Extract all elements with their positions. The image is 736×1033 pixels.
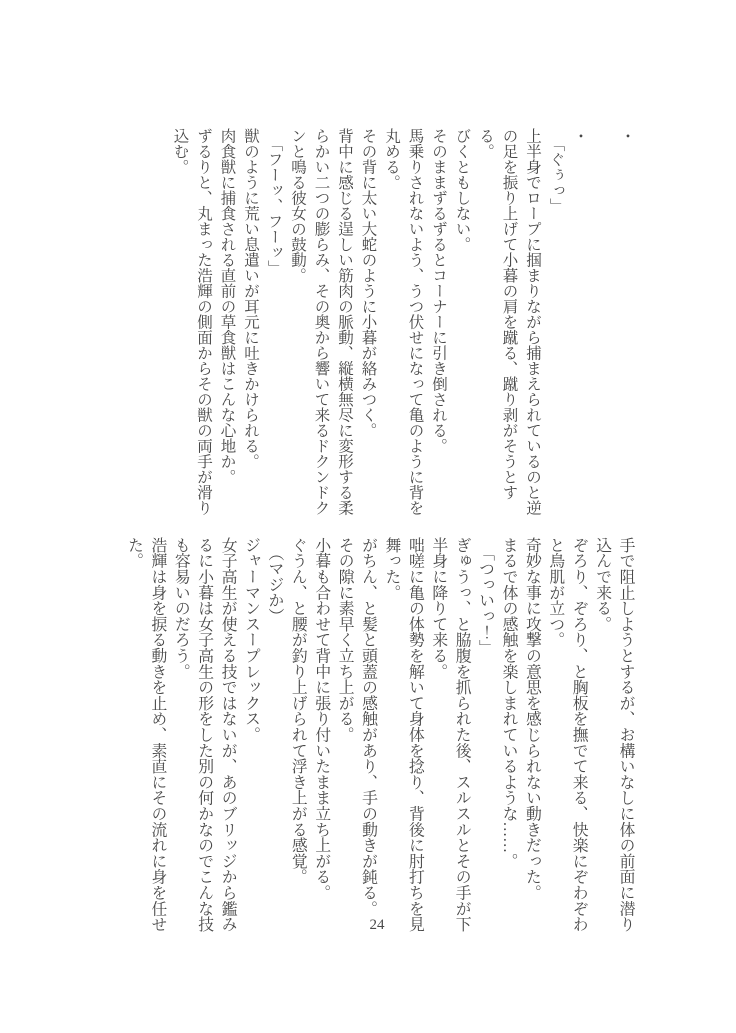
text-line: ・ <box>571 128 588 144</box>
text-line: 浩輝は身を捩る動きを止め、素直にその流れに身を任せ <box>148 537 166 932</box>
text-line: 込む。 <box>171 128 189 175</box>
text-line: 半身に降りて来る。 <box>429 537 447 680</box>
text-line: るに小暮は女子高生の形をした別の何かなのでこんな技 <box>195 537 213 932</box>
vertical-text-block-bottom <box>120 537 637 939</box>
text-line: 肉食獣に捕食される直前の草食獣はこんな心地か。 <box>218 128 236 485</box>
text-line: がちん、と髪と頭蓋の感触があり、手の動きが鈍る。 <box>359 537 377 917</box>
text-line: 丸める。 <box>383 128 400 190</box>
text-line: 手で阻止しようとするが、お構いなしに体の前面に潜り <box>617 537 634 932</box>
text-line: その背に太い大蛇のように小暮が絡みつく。 <box>359 128 377 438</box>
text-line: その隙に素早く立ち上がる。 <box>336 537 354 743</box>
text-line: びくともしない。 <box>453 128 471 252</box>
text-line: と鳥肌が立つ。 <box>546 537 564 648</box>
text-line: ぐうん、と腰が釣り上げられて浮き上がる感覚。 <box>289 537 307 885</box>
text-line: 咄嗟に亀の体勢を解いて身体を捻り、背後に肘打ちを見 <box>406 537 424 932</box>
text-line: た。 <box>125 537 143 569</box>
text-line: 獣のように荒い息遣いが耳元に吐きかけられる。 <box>242 128 259 469</box>
text-line: 女子高生が使える技ではないが、あのブリッジから鑑み <box>219 537 237 932</box>
text-line: 「ぐぅっ」 <box>547 128 565 214</box>
text-line: ぞろり、ぞろり、と胸板を撫でて来る、快楽にぞわぞわ <box>570 537 588 932</box>
text-line: 背中に感じる逞しい筋肉の脈動、縦横無尽に変形する柔 <box>336 128 353 516</box>
page-number: 24 <box>369 917 385 933</box>
text-line: らかい二つの膨らみ、その奥から響いて来るドクンドク <box>312 128 330 516</box>
text-line <box>591 128 615 526</box>
text-line: （マジか） <box>265 537 283 624</box>
text-line: ずるりと、丸まった浩輝の側面からその獣の両手が滑り <box>195 128 212 516</box>
text-line: ぎゅうっ、と脇腹を抓られた後、スルスルとその手が下 <box>453 537 471 932</box>
text-line: も容易いのだろう。 <box>172 537 190 680</box>
text-line: 「フーッ、フーッ」 <box>265 128 283 276</box>
text-line: 奇妙な事に攻撃の意思を感じられない動きだった。 <box>523 537 541 901</box>
vertical-text-block-top <box>166 128 638 526</box>
text-line: ンと鳴る彼女の鼓動。 <box>289 128 306 283</box>
text-line: 「つっいっ！」 <box>476 537 494 656</box>
text-line: そのままずるずるとコーナーに引き倒される。 <box>430 128 447 454</box>
text-line: 上半身でロープに掴まりながら捕まえられているのと逆 <box>524 128 541 516</box>
text-line: 舞った。 <box>382 537 400 601</box>
text-line: ・ <box>618 128 635 144</box>
text-line: 小暮も合わせて背中に張り付いたまま立ち上がる。 <box>312 537 330 901</box>
text-line: の足を振り上げて小暮の肩を蹴る、蹴り剥がそうとす <box>500 128 518 500</box>
text-line: 込んで来る。 <box>593 537 611 632</box>
text-line: ジャーマンスープレックス。 <box>242 537 260 743</box>
text-line: 馬乗りされないよう、うつ伏せになって亀のように背を <box>406 128 424 516</box>
text-line: まるで体の感触を楽しまれているような……。 <box>499 537 517 869</box>
text-line: る。 <box>477 128 494 159</box>
